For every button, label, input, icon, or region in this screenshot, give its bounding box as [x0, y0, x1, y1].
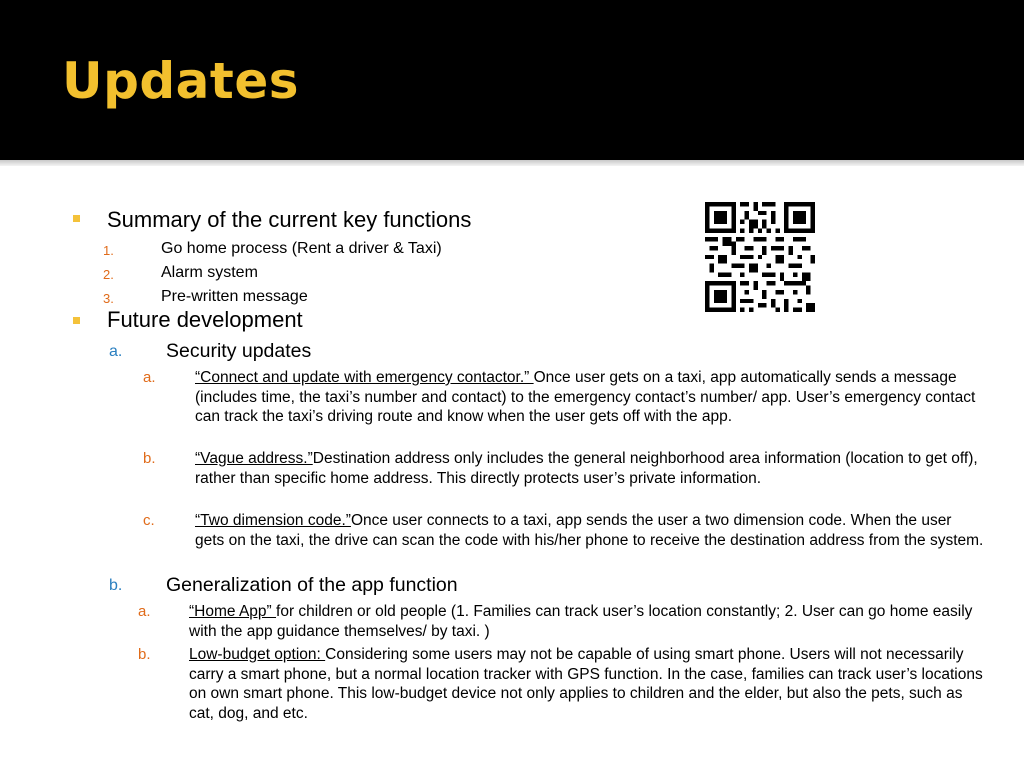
item-label: Low-budget option: — [189, 646, 326, 663]
item-label: “Connect and update with emergency contactor.” — [195, 369, 534, 386]
list-marker: a. — [143, 369, 156, 386]
item-text: Once user connects to a taxi, app sends the user a two dimension code. When the user gets on the taxi, the drive can scan the code with his/her phone to receive the destination address from the system. — [195, 512, 984, 549]
item-text: Destination address only includes the general neighborhood area information (location to get off), rather than specific home address. This directly protects user’s private information. — [195, 450, 978, 487]
item-text: Considering some users may not be capable of using smart phone. Users will not necessarily carry a smart phone, but a normal location tracker with GPS function. In the case, families can track user’s locations on own smart phone. This low-budget device not only applies to children and the elder, but also the pets, such as cat, dog, and etc. — [189, 646, 983, 722]
list-item — [189, 602, 985, 641]
square-bullet-icon — [73, 215, 80, 222]
list-marker: b. — [143, 450, 156, 467]
list-item: Pre-written message — [161, 288, 308, 305]
group-heading-security: Security updates — [166, 340, 312, 362]
list-marker: a. — [109, 343, 123, 360]
qr-code-icon — [704, 202, 816, 312]
slide-title: Updates — [62, 52, 299, 110]
item-label: “Vague address.” — [195, 450, 313, 467]
group-heading-generalization: Generalization of the app function — [166, 574, 458, 596]
list-marker: 1. — [103, 243, 114, 258]
list-marker: 3. — [103, 291, 114, 306]
list-marker: 2. — [103, 267, 114, 282]
list-item — [195, 449, 985, 488]
section-heading-summary: Summary of the current key functions — [107, 207, 472, 232]
square-bullet-icon — [73, 317, 80, 324]
item-label: “Two dimension code.” — [195, 512, 351, 529]
list-item — [189, 645, 985, 723]
list-marker: b. — [138, 646, 151, 663]
title-divider — [0, 160, 1024, 166]
list-item: Alarm system — [161, 264, 258, 281]
item-text: for children or old people (1. Families can track user’s location constantly; 2. User can go home easily with the app guidance themselves/ by taxi. ) — [189, 603, 973, 640]
section-heading-future: Future development — [107, 307, 303, 332]
list-marker: a. — [138, 603, 151, 620]
list-item: Go home process (Rent a driver & Taxi) — [161, 240, 442, 257]
list-item — [195, 511, 985, 550]
list-item — [195, 368, 985, 427]
list-marker: b. — [109, 577, 123, 594]
list-marker: c. — [143, 512, 155, 529]
item-label: “Home App” — [189, 603, 277, 620]
item-text: Once user gets on a taxi, app automatically sends a message (includes time, the taxi’s number and contact) to the emergency contact’s number/ app. User’s emergency contact can track the taxi’s driving route and know when the user gets off with the app. — [195, 369, 976, 425]
